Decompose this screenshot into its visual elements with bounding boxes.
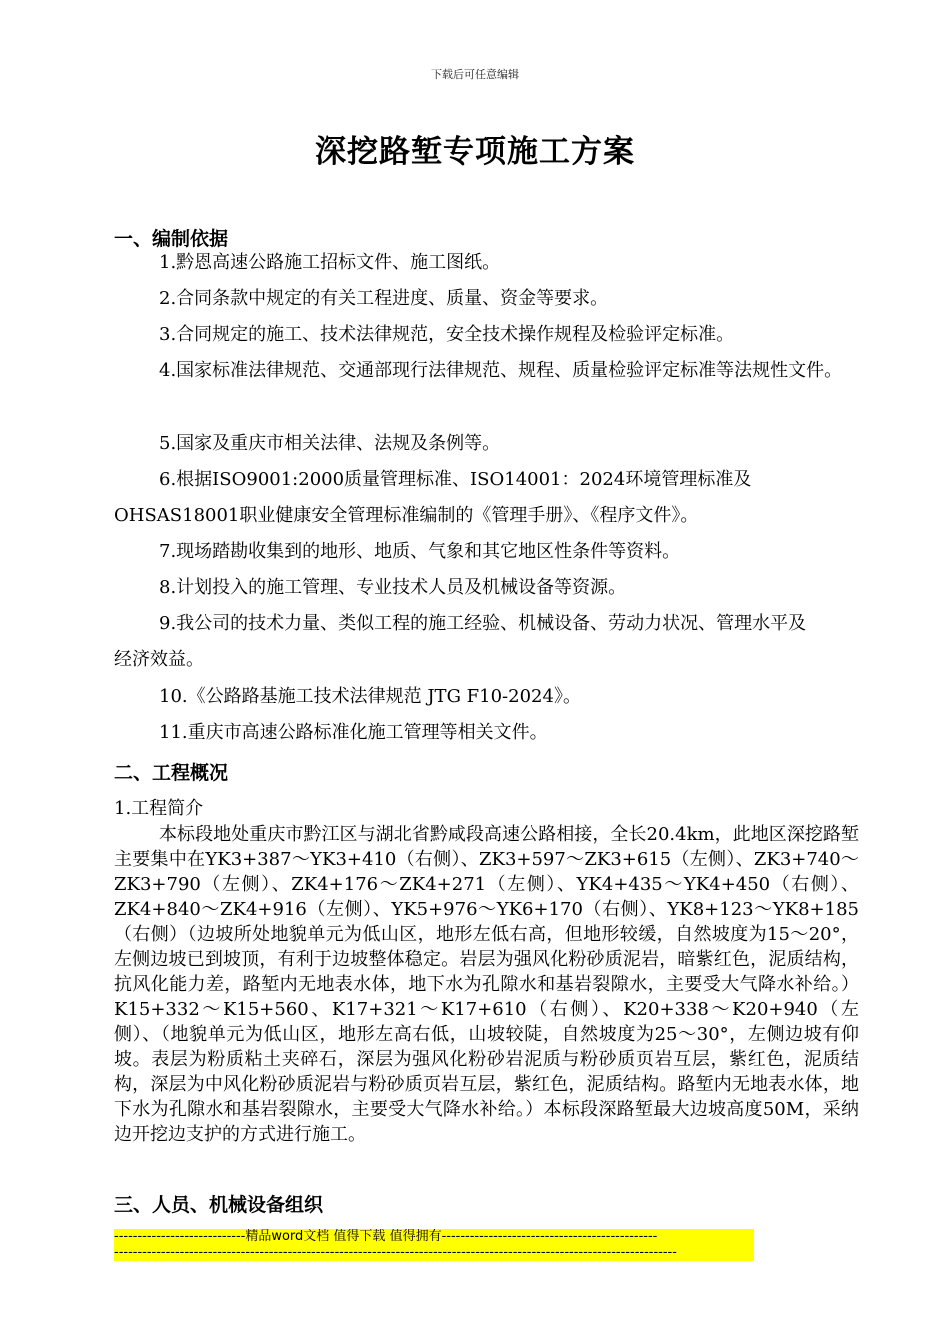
page-header-note: 下载后可任意编辑 xyxy=(431,68,519,81)
list-item: 6.根据ISO9001:2000质量管理标准、ISO14001：2024环境管理标准及OHSAS18001职业健康安全管理标准编制的《管理手册》、《程序文件》。 xyxy=(114,469,752,526)
list-item: 11.重庆市高速公路标准化施工管理等相关文件。 xyxy=(159,722,548,743)
list-item: 7.现场踏勘收集到的地形、地质、气象和其它地区性条件等资料。 xyxy=(159,541,681,562)
list-item: 1.黔恩高速公路施工招标文件、施工图纸。 xyxy=(159,252,501,273)
subsection-title: 1.工程简介 xyxy=(114,798,204,819)
list-item: 3.合同规定的施工、技术法律规范，安全技术操作规程及检验评定标准。 xyxy=(159,324,735,345)
list-item: 4.国家标准法律规范、交通部现行法律规范、规程、质量检验评定标准等法规性文件。 xyxy=(159,360,843,381)
section-heading-personnel: 三、人员、机械设备组织 xyxy=(114,1194,324,1216)
list-item: 5.国家及重庆市相关法律、法规及条例等。 xyxy=(159,433,501,454)
footer-line: ----------------------------精品word文档 值得下载 值得拥有---------------------------------------------- xyxy=(114,1229,754,1245)
list-item: 9.我公司的技术力量、类似工程的施工经验、机械设备、劳动力状况、管理水平及经济效益。 xyxy=(114,613,807,670)
list-item: 8.计划投入的施工管理、专业技术人员及机械设备等资源。 xyxy=(159,577,627,598)
project-description-paragraph: 本标段地处重庆市黔江区与湖北省黔咸段高速公路相接，全长20.4km，此地区深挖路堑主要集中在YK3+387～YK3+410（右侧）、ZK3+597～ZK3+615（左侧）、ZK3+740～ZK3+790（左侧）、ZK4+176～ZK4+271（左侧）、YK4+435～YK4+450（右侧）、ZK4+840～ZK4+916（左侧）、YK5+976～YK6+170（右侧）、YK8+123～YK8+185（右侧）（边坡所处地貌单元为低山区，地形左低右高，但地形较缓，自然坡度为15～20°，左侧边坡已到坡顶，有利于边坡整体稳定。岩层为强风化粉砂质泥岩，暗紫红色，泥质结构，抗风化能力差，路堑内无地表水体，地下水为孔隙水和基岩裂隙水，主要受大气降水补给。）K15+332～K15+560、K17+321～K17+610（右侧）、K20+338～K20+940（左侧）、（地貌单元为低山区，地形左高右低，山坡较陡，自然坡度为25～30°，左侧边坡有仰坡。表层为粉质粘土夹碎石，深层为强风化粉砂岩泥质与粉砂质页岩互层，紫红色，泥质结构，深层为中风化粉砂质泥岩与粉砂质页岩互层，紫红色，泥质结构。路堑内无地表水体，地下水为孔隙水和基岩裂隙水，主要受大气降水补给。）本标段深路堑最大边坡高度50M，采纳边开挖边支护的方式进行施工。 xyxy=(114,824,859,1145)
document-title: 深挖路堑专项施工方案 xyxy=(315,134,635,170)
list-item: 10.《公路路基施工技术法律规范 JTG F10-2024》。 xyxy=(159,686,581,707)
section-heading-basis: 一、编制依据 xyxy=(114,228,229,250)
list-item: 2.合同条款中规定的有关工程进度、质量、资金等要求。 xyxy=(159,288,609,309)
section-heading-overview: 二、工程概况 xyxy=(114,762,229,784)
footer-banner xyxy=(114,1229,754,1261)
footer-line: ------------------------------------------------------------------------------------------------------------------------ xyxy=(114,1245,754,1261)
